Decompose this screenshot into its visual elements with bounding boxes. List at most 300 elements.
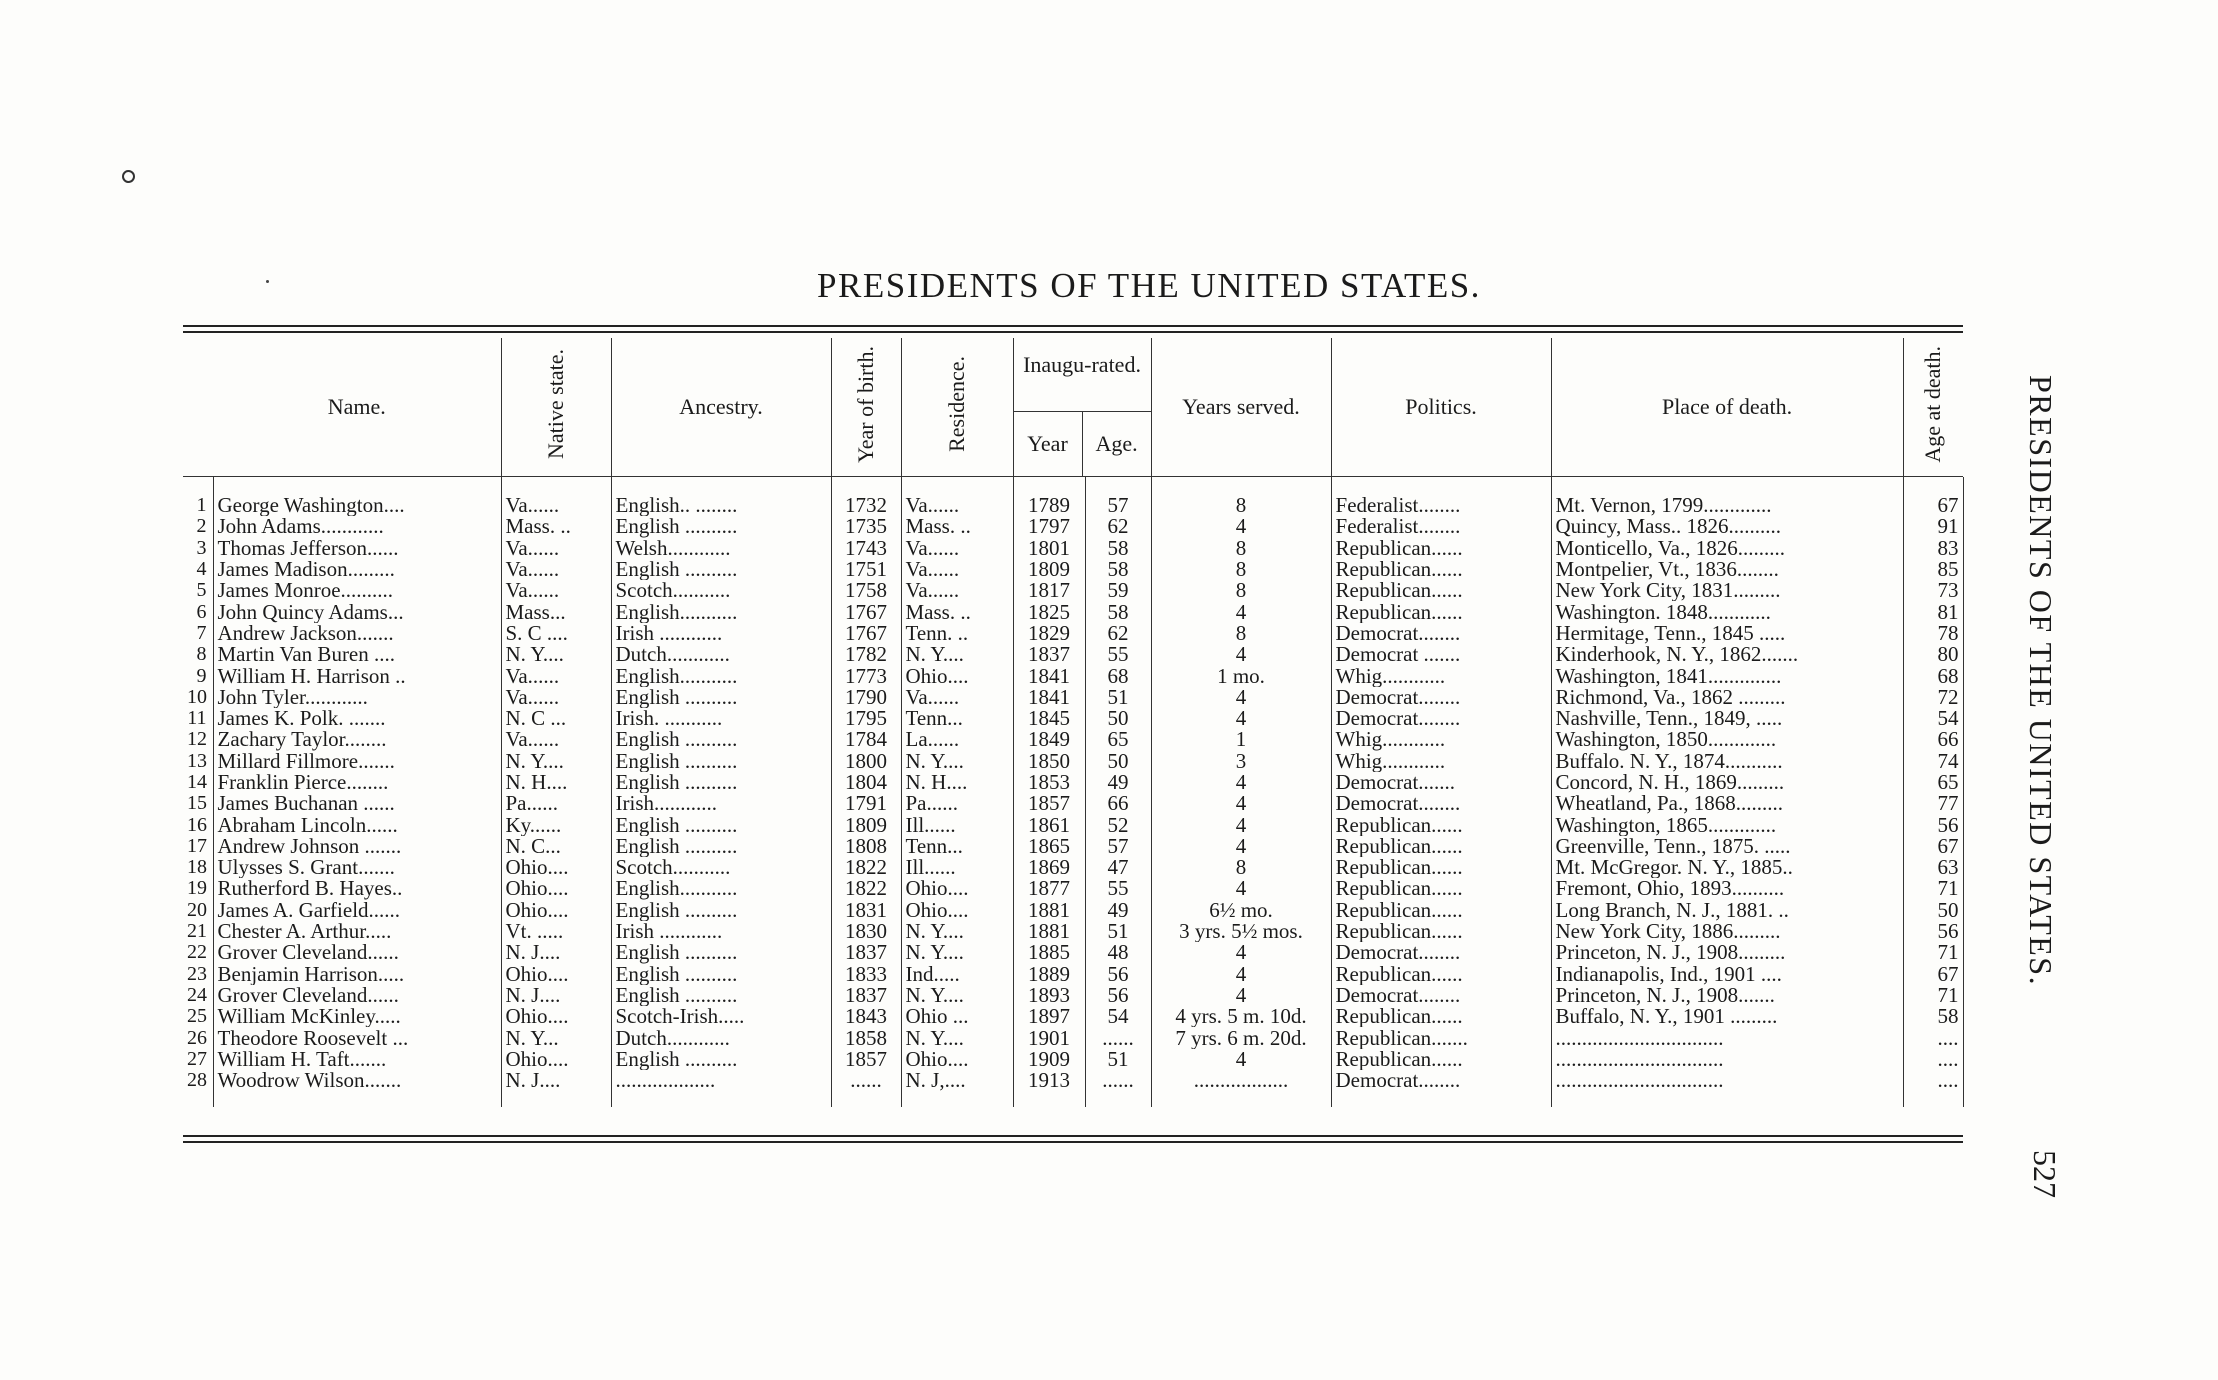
years-served: 6½ mo. bbox=[1151, 900, 1331, 921]
residence: N. Y.... bbox=[901, 985, 1013, 1006]
politics: Republican....... bbox=[1331, 1027, 1551, 1048]
ancestry: Scotch-Irish..... bbox=[611, 1006, 831, 1027]
place-of-death: ................................ bbox=[1551, 1049, 1903, 1070]
row-number: 4 bbox=[196, 558, 207, 581]
president-name: Martin Van Buren .... bbox=[213, 644, 501, 665]
row-number: 5 bbox=[196, 580, 207, 602]
ancestry: English .......... bbox=[611, 900, 831, 921]
inaugurated-age: 62 bbox=[1085, 516, 1151, 537]
inaugurated-year: 1797 bbox=[1013, 516, 1085, 537]
president-name: William McKinley..... bbox=[213, 1006, 501, 1027]
president-name: John Quincy Adams... bbox=[213, 601, 501, 622]
table-row bbox=[183, 985, 1963, 1006]
table-row bbox=[183, 772, 1963, 793]
inaugurated-year: 1881 bbox=[1013, 900, 1085, 921]
place-of-death: Hermitage, Tenn., 1845 ..... bbox=[1551, 623, 1903, 644]
years-served: 4 bbox=[1151, 601, 1331, 622]
inaugurated-age: 55 bbox=[1085, 644, 1151, 665]
years-served: 4 bbox=[1151, 942, 1331, 963]
table-row bbox=[183, 793, 1963, 814]
age-at-death: 65 bbox=[1903, 772, 1963, 793]
age-at-death: 67 bbox=[1903, 836, 1963, 857]
age-at-death: 67 bbox=[1903, 964, 1963, 985]
age-at-death: 66 bbox=[1903, 729, 1963, 750]
president-name: William H. Taft....... bbox=[213, 1049, 501, 1070]
residence: N. Y.... bbox=[901, 644, 1013, 665]
inaugurated-age: 56 bbox=[1085, 964, 1151, 985]
residence: Ill...... bbox=[901, 857, 1013, 878]
year-of-birth: 1732 bbox=[831, 477, 901, 516]
residence: Mass. .. bbox=[901, 516, 1013, 537]
native-state: Va...... bbox=[501, 687, 611, 708]
residence: N. J,.... bbox=[901, 1070, 1013, 1107]
age-at-death: 54 bbox=[1903, 708, 1963, 729]
politics: Federalist........ bbox=[1331, 516, 1551, 537]
row-number: 14 bbox=[187, 771, 207, 793]
place-of-death: Kinderhook, N. Y., 1862....... bbox=[1551, 644, 1903, 665]
native-state: Ohio.... bbox=[501, 878, 611, 899]
inaugurated-year: 1841 bbox=[1013, 687, 1085, 708]
header-inaugurated-label: Inaugu-rated. bbox=[1014, 338, 1151, 412]
ancestry: English .......... bbox=[611, 559, 831, 580]
inaugurated-age: 62 bbox=[1085, 623, 1151, 644]
native-state: N. Y.... bbox=[501, 751, 611, 772]
place-of-death: ................................ bbox=[1551, 1070, 1903, 1107]
place-of-death: Washington, 1841.............. bbox=[1551, 665, 1903, 686]
table-row bbox=[183, 708, 1963, 729]
row-number: 26 bbox=[187, 1027, 207, 1049]
place-of-death: Indianapolis, Ind., 1901 .... bbox=[1551, 964, 1903, 985]
inaugurated-year: 1837 bbox=[1013, 644, 1085, 665]
side-running-title: PRESIDENTS OF THE UNITED STATES. bbox=[2023, 375, 2059, 987]
inaugurated-age: 48 bbox=[1085, 942, 1151, 963]
year-of-birth: 1843 bbox=[831, 1006, 901, 1027]
native-state: Va...... bbox=[501, 665, 611, 686]
table-row bbox=[183, 516, 1963, 537]
president-name: Theodore Roosevelt ... bbox=[213, 1027, 501, 1048]
inaugurated-age: 58 bbox=[1085, 559, 1151, 580]
year-of-birth: ...... bbox=[831, 1070, 901, 1107]
native-state: Ohio.... bbox=[501, 1006, 611, 1027]
president-name: James K. Polk. ....... bbox=[213, 708, 501, 729]
place-of-death: ................................ bbox=[1551, 1027, 1903, 1048]
inaugurated-year: 1857 bbox=[1013, 793, 1085, 814]
residence: N. Y.... bbox=[901, 921, 1013, 942]
age-at-death: 58 bbox=[1903, 1006, 1963, 1027]
president-name: John Tyler............ bbox=[213, 687, 501, 708]
native-state: N. J.... bbox=[501, 985, 611, 1006]
ancestry: English........... bbox=[611, 601, 831, 622]
year-of-birth: 1833 bbox=[831, 964, 901, 985]
inaugurated-year: 1869 bbox=[1013, 857, 1085, 878]
years-served: 4 bbox=[1151, 836, 1331, 857]
row-number: 27 bbox=[187, 1048, 207, 1070]
header-age-at-death bbox=[1903, 338, 1963, 477]
row-number: 18 bbox=[187, 857, 207, 879]
place-of-death: Mt. McGregor. N. Y., 1885.. bbox=[1551, 857, 1903, 878]
age-at-death: 56 bbox=[1903, 921, 1963, 942]
years-served: 4 bbox=[1151, 793, 1331, 814]
native-state: Pa...... bbox=[501, 793, 611, 814]
residence: N. Y.... bbox=[901, 1027, 1013, 1048]
place-of-death: Greenville, Tenn., 1875. ..... bbox=[1551, 836, 1903, 857]
ancestry: English .......... bbox=[611, 516, 831, 537]
header-place-of-death: Place of death. bbox=[1551, 338, 1903, 477]
rule-bottom-thin bbox=[183, 1135, 1963, 1137]
year-of-birth: 1795 bbox=[831, 708, 901, 729]
place-of-death: Washington, 1865............. bbox=[1551, 814, 1903, 835]
place-of-death: Buffalo. N. Y., 1874........... bbox=[1551, 751, 1903, 772]
rule-bottom bbox=[183, 1141, 1963, 1143]
inaugurated-age: 65 bbox=[1085, 729, 1151, 750]
politics: Democrat........ bbox=[1331, 942, 1551, 963]
presidents-table bbox=[183, 338, 1963, 1107]
year-of-birth: 1831 bbox=[831, 900, 901, 921]
row-number: 8 bbox=[196, 644, 207, 666]
header-year-of-birth bbox=[831, 338, 901, 477]
place-of-death: Nashville, Tenn., 1849, ..... bbox=[1551, 708, 1903, 729]
ancestry: English .......... bbox=[611, 814, 831, 835]
age-at-death: 72 bbox=[1903, 687, 1963, 708]
residence: N. Y.... bbox=[901, 942, 1013, 963]
inaugurated-year: 1853 bbox=[1013, 772, 1085, 793]
residence: Tenn. .. bbox=[901, 623, 1013, 644]
age-at-death: .... bbox=[1903, 1070, 1963, 1107]
age-at-death: 63 bbox=[1903, 857, 1963, 878]
politics: Democrat........ bbox=[1331, 985, 1551, 1006]
place-of-death: Long Branch, N. J., 1881. .. bbox=[1551, 900, 1903, 921]
politics: Federalist........ bbox=[1331, 477, 1551, 516]
residence: Ind..... bbox=[901, 964, 1013, 985]
inaugurated-age: 47 bbox=[1085, 857, 1151, 878]
table-row bbox=[183, 1070, 1963, 1107]
age-at-death: 67 bbox=[1903, 477, 1963, 516]
residence: La...... bbox=[901, 729, 1013, 750]
ancestry: English .......... bbox=[611, 964, 831, 985]
politics: Democrat........ bbox=[1331, 623, 1551, 644]
table-row bbox=[183, 878, 1963, 899]
row-number: 25 bbox=[187, 1006, 207, 1028]
residence: N. H.... bbox=[901, 772, 1013, 793]
rule-top bbox=[183, 325, 1963, 327]
table-row bbox=[183, 687, 1963, 708]
ancestry: Scotch........... bbox=[611, 580, 831, 601]
inaugurated-year: 1801 bbox=[1013, 538, 1085, 559]
years-served: 1 mo. bbox=[1151, 665, 1331, 686]
table-row bbox=[183, 964, 1963, 985]
native-state: N. J.... bbox=[501, 1070, 611, 1107]
age-at-death: 71 bbox=[1903, 878, 1963, 899]
ancestry: Dutch............ bbox=[611, 1027, 831, 1048]
age-at-death: 50 bbox=[1903, 900, 1963, 921]
inaugurated-year: 1817 bbox=[1013, 580, 1085, 601]
ancestry: Irish ............ bbox=[611, 921, 831, 942]
inaugurated-age: 51 bbox=[1085, 687, 1151, 708]
table-row bbox=[183, 623, 1963, 644]
year-of-birth: 1808 bbox=[831, 836, 901, 857]
year-of-birth: 1800 bbox=[831, 751, 901, 772]
place-of-death: Concord, N. H., 1869......... bbox=[1551, 772, 1903, 793]
ancestry: English........... bbox=[611, 665, 831, 686]
age-at-death: 71 bbox=[1903, 942, 1963, 963]
ancestry: Irish. ........... bbox=[611, 708, 831, 729]
row-number: 13 bbox=[187, 750, 207, 772]
residence: Ill...... bbox=[901, 814, 1013, 835]
residence: Mass. .. bbox=[901, 601, 1013, 622]
inaugurated-age: 52 bbox=[1085, 814, 1151, 835]
president-name: Zachary Taylor........ bbox=[213, 729, 501, 750]
residence: Tenn... bbox=[901, 708, 1013, 729]
age-at-death: 77 bbox=[1903, 793, 1963, 814]
years-served: 4 bbox=[1151, 1049, 1331, 1070]
native-state: N. C... bbox=[501, 836, 611, 857]
inaugurated-age: 57 bbox=[1085, 836, 1151, 857]
politics: Republican...... bbox=[1331, 964, 1551, 985]
year-of-birth: 1830 bbox=[831, 921, 901, 942]
ancestry: English .......... bbox=[611, 1049, 831, 1070]
years-served: 7 yrs. 6 m. 20d. bbox=[1151, 1027, 1331, 1048]
years-served: 8 bbox=[1151, 857, 1331, 878]
inaugurated-age: 50 bbox=[1085, 751, 1151, 772]
header-residence bbox=[901, 338, 1013, 477]
politics: Republican...... bbox=[1331, 900, 1551, 921]
place-of-death: Monticello, Va., 1826......... bbox=[1551, 538, 1903, 559]
ancestry: English .......... bbox=[611, 836, 831, 857]
header-native-state-label: Native state. bbox=[543, 349, 568, 459]
table-row bbox=[183, 601, 1963, 622]
age-at-death: 73 bbox=[1903, 580, 1963, 601]
president-name: Grover Cleveland...... bbox=[213, 942, 501, 963]
year-of-birth: 1791 bbox=[831, 793, 901, 814]
inaugurated-age: 58 bbox=[1085, 538, 1151, 559]
residence: Va...... bbox=[901, 580, 1013, 601]
years-served: 8 bbox=[1151, 623, 1331, 644]
inaugurated-year: 1829 bbox=[1013, 623, 1085, 644]
native-state: Ohio.... bbox=[501, 857, 611, 878]
year-of-birth: 1782 bbox=[831, 644, 901, 665]
row-number: 16 bbox=[187, 814, 207, 836]
age-at-death: 56 bbox=[1903, 814, 1963, 835]
president-name: Benjamin Harrison..... bbox=[213, 964, 501, 985]
politics: Republican...... bbox=[1331, 601, 1551, 622]
politics: Republican...... bbox=[1331, 814, 1551, 835]
row-number: 10 bbox=[187, 686, 207, 708]
year-of-birth: 1822 bbox=[831, 878, 901, 899]
president-name: Woodrow Wilson....... bbox=[213, 1070, 501, 1107]
table-row bbox=[183, 538, 1963, 559]
place-of-death: New York City, 1831......... bbox=[1551, 580, 1903, 601]
inaugurated-year: 1881 bbox=[1013, 921, 1085, 942]
inaugurated-age: 55 bbox=[1085, 878, 1151, 899]
inaugurated-age: 68 bbox=[1085, 665, 1151, 686]
ancestry: English .......... bbox=[611, 772, 831, 793]
table-body bbox=[183, 477, 1963, 1107]
row-number: 3 bbox=[196, 537, 207, 559]
inaugurated-year: 1825 bbox=[1013, 601, 1085, 622]
header-name: Name. bbox=[213, 338, 501, 477]
residence: Tenn... bbox=[901, 836, 1013, 857]
president-name: James Buchanan ...... bbox=[213, 793, 501, 814]
header-years-served: Years served. bbox=[1151, 338, 1331, 477]
row-number: 12 bbox=[187, 729, 207, 751]
age-at-death: .... bbox=[1903, 1049, 1963, 1070]
president-name: Millard Fillmore....... bbox=[213, 751, 501, 772]
native-state: N. C ... bbox=[501, 708, 611, 729]
residence: Va...... bbox=[901, 477, 1013, 516]
president-name: Ulysses S. Grant....... bbox=[213, 857, 501, 878]
president-name: James A. Garfield...... bbox=[213, 900, 501, 921]
table-row bbox=[183, 559, 1963, 580]
year-of-birth: 1837 bbox=[831, 942, 901, 963]
politics: Republican...... bbox=[1331, 1049, 1551, 1070]
header-year-of-birth-label: Year of birth. bbox=[853, 345, 878, 463]
year-of-birth: 1804 bbox=[831, 772, 901, 793]
politics: Republican...... bbox=[1331, 836, 1551, 857]
row-number: 21 bbox=[187, 920, 207, 943]
president-name: George Washington.... bbox=[213, 477, 501, 516]
year-of-birth: 1790 bbox=[831, 687, 901, 708]
place-of-death: Princeton, N. J., 1908....... bbox=[1551, 985, 1903, 1006]
politics: Republican...... bbox=[1331, 538, 1551, 559]
years-served: 4 bbox=[1151, 687, 1331, 708]
years-served: .................. bbox=[1151, 1070, 1331, 1107]
place-of-death: Quincy, Mass.. 1826.......... bbox=[1551, 516, 1903, 537]
residence: Va...... bbox=[901, 538, 1013, 559]
row-number: 23 bbox=[187, 963, 207, 985]
year-of-birth: 1758 bbox=[831, 580, 901, 601]
age-at-death: 85 bbox=[1903, 559, 1963, 580]
table-row bbox=[183, 729, 1963, 750]
header-row bbox=[183, 338, 1963, 477]
president-name: Chester A. Arthur..... bbox=[213, 921, 501, 942]
years-served: 4 bbox=[1151, 772, 1331, 793]
inaugurated-year: 1897 bbox=[1013, 1006, 1085, 1027]
header-ancestry: Ancestry. bbox=[611, 338, 831, 477]
president-name: Franklin Pierce........ bbox=[213, 772, 501, 793]
table-row bbox=[183, 1027, 1963, 1048]
native-state: Va...... bbox=[501, 580, 611, 601]
year-of-birth: 1837 bbox=[831, 985, 901, 1006]
president-name: Abraham Lincoln...... bbox=[213, 814, 501, 835]
inaugurated-year: 1849 bbox=[1013, 729, 1085, 750]
table-row bbox=[183, 836, 1963, 857]
row-number: 7 bbox=[196, 622, 207, 644]
residence: Ohio.... bbox=[901, 900, 1013, 921]
years-served: 4 bbox=[1151, 708, 1331, 729]
years-served: 4 bbox=[1151, 964, 1331, 985]
ancestry: English .......... bbox=[611, 751, 831, 772]
inaugurated-year: 1865 bbox=[1013, 836, 1085, 857]
native-state: Ohio.... bbox=[501, 964, 611, 985]
place-of-death: Mt. Vernon, 1799............. bbox=[1551, 477, 1903, 516]
inaugurated-year: 1845 bbox=[1013, 708, 1085, 729]
years-served: 8 bbox=[1151, 580, 1331, 601]
inaugurated-year: 1809 bbox=[1013, 559, 1085, 580]
table-row bbox=[183, 921, 1963, 942]
ancestry: Dutch............ bbox=[611, 644, 831, 665]
place-of-death: Montpelier, Vt., 1836........ bbox=[1551, 559, 1903, 580]
place-of-death: Washington. 1848............ bbox=[1551, 601, 1903, 622]
age-at-death: 68 bbox=[1903, 665, 1963, 686]
page-number: 527 bbox=[2027, 1150, 2063, 1198]
residence: Ohio.... bbox=[901, 878, 1013, 899]
politics: Whig............ bbox=[1331, 751, 1551, 772]
president-name: James Monroe.......... bbox=[213, 580, 501, 601]
residence: Ohio.... bbox=[901, 1049, 1013, 1070]
year-of-birth: 1784 bbox=[831, 729, 901, 750]
place-of-death: Buffalo, N. Y., 1901 ......... bbox=[1551, 1006, 1903, 1027]
row-number: 19 bbox=[187, 878, 207, 900]
president-name: William H. Harrison .. bbox=[213, 665, 501, 686]
politics: Republican...... bbox=[1331, 580, 1551, 601]
residence: Va...... bbox=[901, 687, 1013, 708]
table-row bbox=[183, 580, 1963, 601]
inaugurated-age: 49 bbox=[1085, 900, 1151, 921]
years-served: 8 bbox=[1151, 559, 1331, 580]
years-served: 4 bbox=[1151, 878, 1331, 899]
years-served: 3 bbox=[1151, 751, 1331, 772]
row-number: 24 bbox=[187, 984, 207, 1006]
inaugurated-year: 1885 bbox=[1013, 942, 1085, 963]
politics: Republican...... bbox=[1331, 857, 1551, 878]
ancestry: Irish............ bbox=[611, 793, 831, 814]
politics: Democrat........ bbox=[1331, 708, 1551, 729]
years-served: 3 yrs. 5½ mos. bbox=[1151, 921, 1331, 942]
native-state: N. Y.... bbox=[501, 644, 611, 665]
header-age-at-death-label: Age at death. bbox=[1920, 345, 1946, 463]
inaugurated-year: 1861 bbox=[1013, 814, 1085, 835]
year-of-birth: 1858 bbox=[831, 1027, 901, 1048]
year-of-birth: 1857 bbox=[831, 1049, 901, 1070]
row-number: 22 bbox=[187, 942, 207, 964]
age-at-death: 78 bbox=[1903, 623, 1963, 644]
inaugurated-age: 51 bbox=[1085, 921, 1151, 942]
president-name: Rutherford B. Hayes.. bbox=[213, 878, 501, 899]
table-row bbox=[183, 665, 1963, 686]
years-served: 4 bbox=[1151, 985, 1331, 1006]
inaugurated-age: 59 bbox=[1085, 580, 1151, 601]
president-name: John Adams............ bbox=[213, 516, 501, 537]
native-state: S. C .... bbox=[501, 623, 611, 644]
row-number: 11 bbox=[187, 707, 207, 730]
year-of-birth: 1751 bbox=[831, 559, 901, 580]
year-of-birth: 1735 bbox=[831, 516, 901, 537]
age-at-death: 80 bbox=[1903, 644, 1963, 665]
native-state: Mass. .. bbox=[501, 516, 611, 537]
ancestry: English.. ........ bbox=[611, 477, 831, 516]
native-state: N. J.... bbox=[501, 942, 611, 963]
inaugurated-year: 1909 bbox=[1013, 1049, 1085, 1070]
native-state: Va...... bbox=[501, 538, 611, 559]
page-title: PRESIDENTS OF THE UNITED STATES. bbox=[817, 266, 1481, 305]
inaugurated-year: 1789 bbox=[1013, 477, 1085, 516]
inaugurated-age: 66 bbox=[1085, 793, 1151, 814]
inaugurated-year: 1877 bbox=[1013, 878, 1085, 899]
politics: Republican...... bbox=[1331, 559, 1551, 580]
year-of-birth: 1822 bbox=[831, 857, 901, 878]
residence: Pa...... bbox=[901, 793, 1013, 814]
inaugurated-age: 54 bbox=[1085, 1006, 1151, 1027]
table-row bbox=[183, 900, 1963, 921]
age-at-death: 83 bbox=[1903, 538, 1963, 559]
header-number bbox=[183, 338, 213, 477]
table-row bbox=[183, 644, 1963, 665]
residence: Ohio ... bbox=[901, 1006, 1013, 1027]
place-of-death: Richmond, Va., 1862 ......... bbox=[1551, 687, 1903, 708]
inaugurated-age: 50 bbox=[1085, 708, 1151, 729]
row-number: 20 bbox=[187, 899, 207, 921]
native-state: N. H.... bbox=[501, 772, 611, 793]
